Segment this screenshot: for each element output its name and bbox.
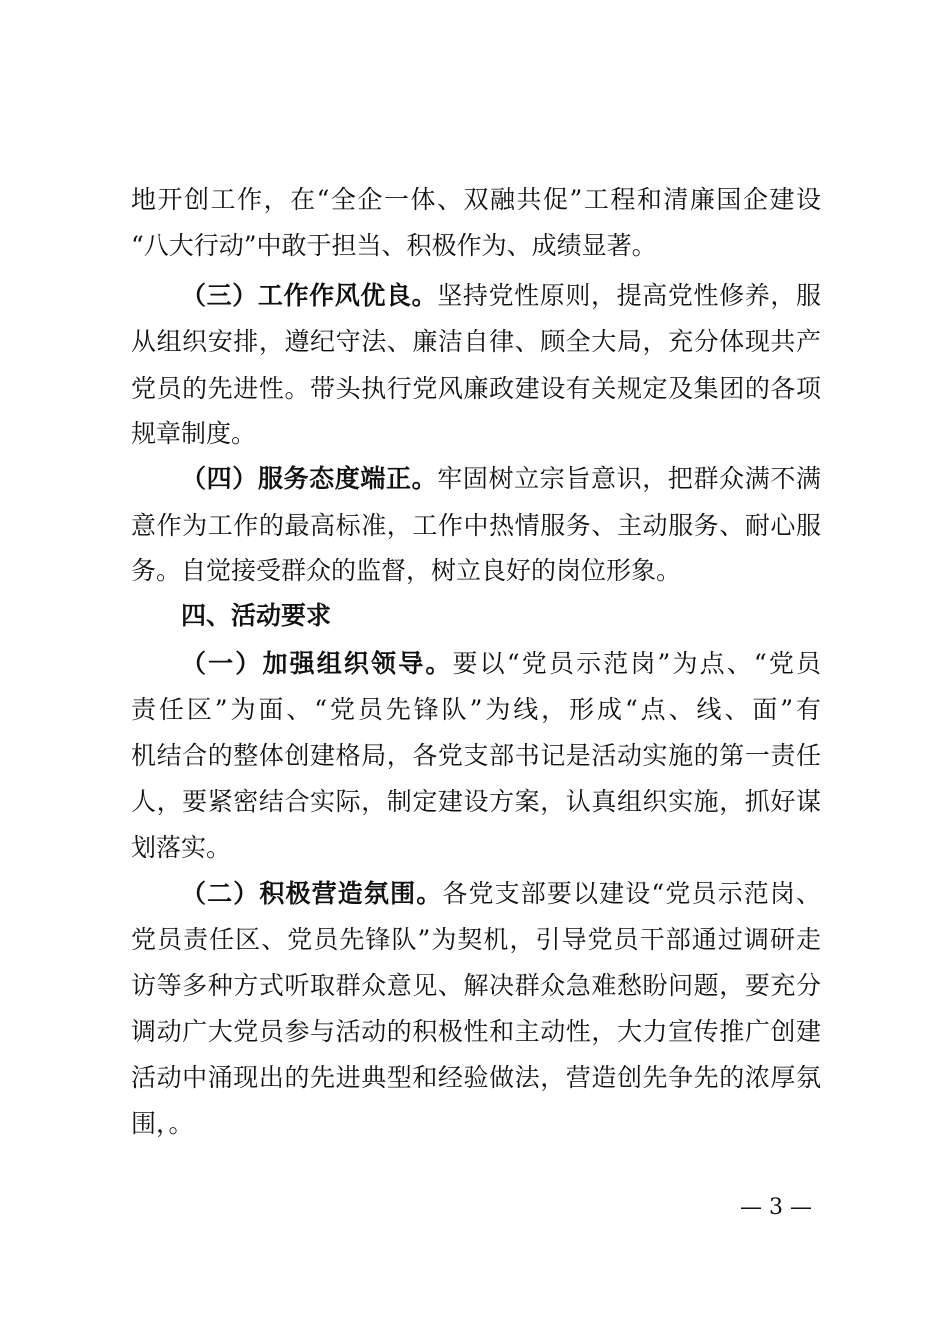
requirement-two-line-1 bbox=[181, 878, 821, 910]
heading-activity-requirements: 四、活动要求 bbox=[181, 601, 332, 630]
requirement-one-line-1 bbox=[181, 648, 821, 680]
requirement-one-line-4: 人，要紧密结合实际，制定建设方案，认真组织实施，抓好谋 bbox=[131, 787, 821, 816]
section-three-lead: （三）工作作风优良。 bbox=[181, 281, 438, 310]
requirement-one-text: 要以“党员示范岗”为点、“党员 bbox=[452, 649, 821, 678]
requirement-one-line-5: 划落实。 bbox=[131, 833, 232, 862]
section-four-line-1 bbox=[181, 463, 821, 495]
section-four-line-3: 务。自觉接受群众的监督，树立良好的岗位形象。 bbox=[131, 556, 682, 585]
paragraph-line-2: “八大行动”中敢于担当、积极作为、成绩显著。 bbox=[131, 231, 657, 260]
section-four-lead: （四）服务态度端正。 bbox=[181, 464, 438, 493]
requirement-two-line-5: 活动中涌现出的先进典型和经验做法，营造创先争先的浓厚氛 bbox=[131, 1063, 821, 1092]
section-four-text: 牢固树立宗旨意识，把群众满不满 bbox=[437, 464, 821, 493]
requirement-one-lead: （一）加强组织领导。 bbox=[181, 649, 453, 678]
section-four-line-2: 意作为工作的最高标准，工作中热情服务、主动服务、耐心服 bbox=[131, 511, 821, 540]
requirement-two-line-2: 党员责任区、党员先锋队”为契机，引导党员干部通过调研走 bbox=[131, 925, 821, 954]
requirement-two-lead: （二）积极营造氛围。 bbox=[181, 879, 443, 908]
paragraph-line-1: 地开创工作，在“全企一体、双融共促”工程和清廉国企建设 bbox=[131, 185, 821, 214]
section-three-text: 坚持党性原则，提高党性修养，服 bbox=[437, 281, 821, 310]
requirement-two-line-3: 访等多种方式听取群众意见、解决群众急难愁盼问题，要充分 bbox=[131, 971, 821, 1000]
page-number: — 3 — bbox=[740, 1195, 812, 1220]
section-three-line-4: 规章制度。 bbox=[131, 419, 257, 448]
requirement-two-line-6: 围，。 bbox=[131, 1109, 194, 1138]
requirement-one-line-2: 责任区”为面、“党员先锋队”为线，形成“点、线、面”有 bbox=[131, 695, 821, 724]
requirement-two-line-4: 调动广大党员参与活动的积极性和主动性，大力宣传推广创建 bbox=[131, 1017, 821, 1046]
section-three-line-3: 党员的先进性。带头执行党风廉政建设有关规定及集团的各项 bbox=[131, 374, 821, 403]
section-three-line-1 bbox=[181, 280, 821, 312]
requirement-two-text: 各党支部要以建设“党员示范岗、 bbox=[442, 879, 821, 908]
section-three-line-2: 从组织安排，遵纪守法、廉洁自律、顾全大局，充分体现共产 bbox=[131, 327, 821, 356]
requirement-one-line-3: 机结合的整体创建格局，各党支部书记是活动实施的第一责任 bbox=[131, 741, 821, 770]
